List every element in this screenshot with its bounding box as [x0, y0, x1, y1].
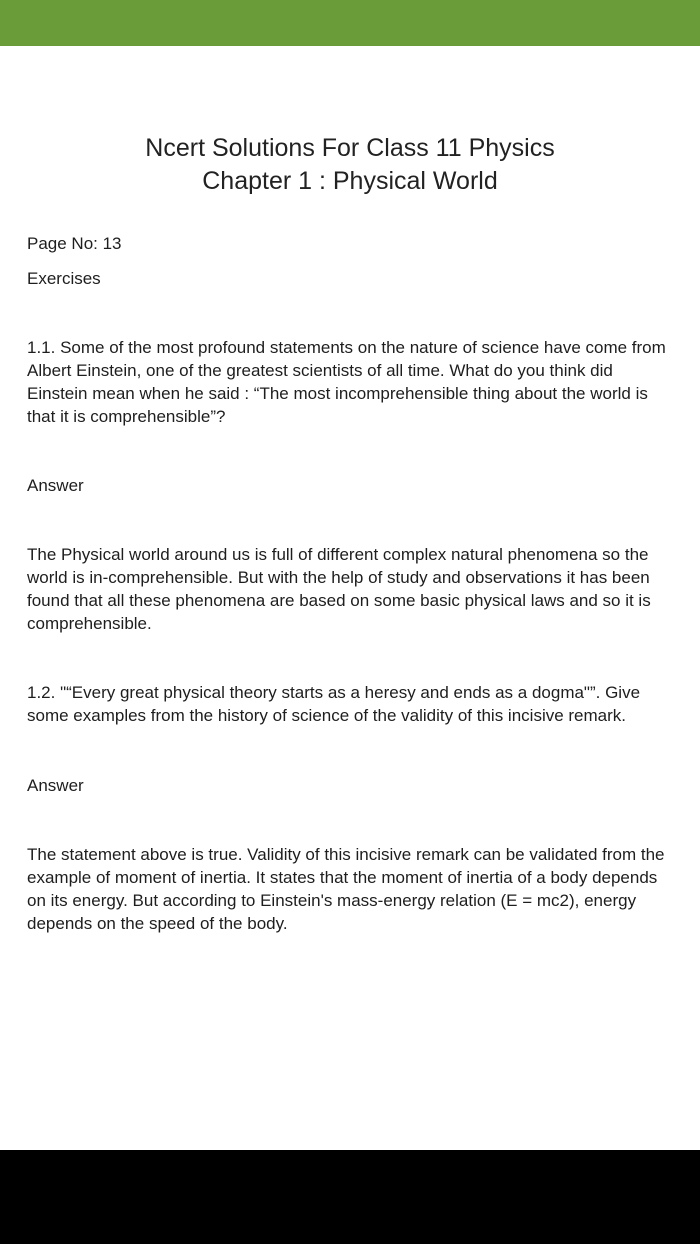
document-title: Ncert Solutions For Class 11 Physics — [145, 134, 555, 162]
question-1: 1.1. Some of the most profound statements on the nature of science have come from Albert Einstein, one of the greatest scientists of all time. What do you think did Einstein mean when he said : “The most incomprehensible thing about the world is that it is comprehensible”? — [27, 338, 666, 426]
system-navigation-bar — [0, 1150, 700, 1244]
answer-2-label: Answer — [27, 776, 84, 795]
answer-2: The statement above is true. Validity of this incisive remark can be validated from the example of moment of inertia. It states that the moment of inertia of a body depends on its energy. But according to Einstein's mass-energy relation (E = mc2), energy depends on the speed of the body. — [27, 845, 665, 933]
question-2: 1.2. "“Every great physical theory starts as a heresy and ends as a dogma"”. Give some examples from the history of science of the validity of this incisive remark. — [27, 683, 641, 725]
section-heading: Exercises — [27, 269, 101, 288]
page-number: Page No: 13 — [27, 234, 122, 253]
app-header-bar — [0, 0, 700, 46]
document-content[interactable] — [0, 46, 700, 1150]
answer-1-label: Answer — [27, 476, 84, 495]
answer-1: The Physical world around us is full of different complex natural phenomena so the world is in-comprehensible. But with the help of study and observations it has been found that all these phenomena are based on some basic physical laws and so it is comprehensible. — [27, 545, 651, 633]
chapter-title: Chapter 1 : Physical World — [202, 167, 498, 195]
